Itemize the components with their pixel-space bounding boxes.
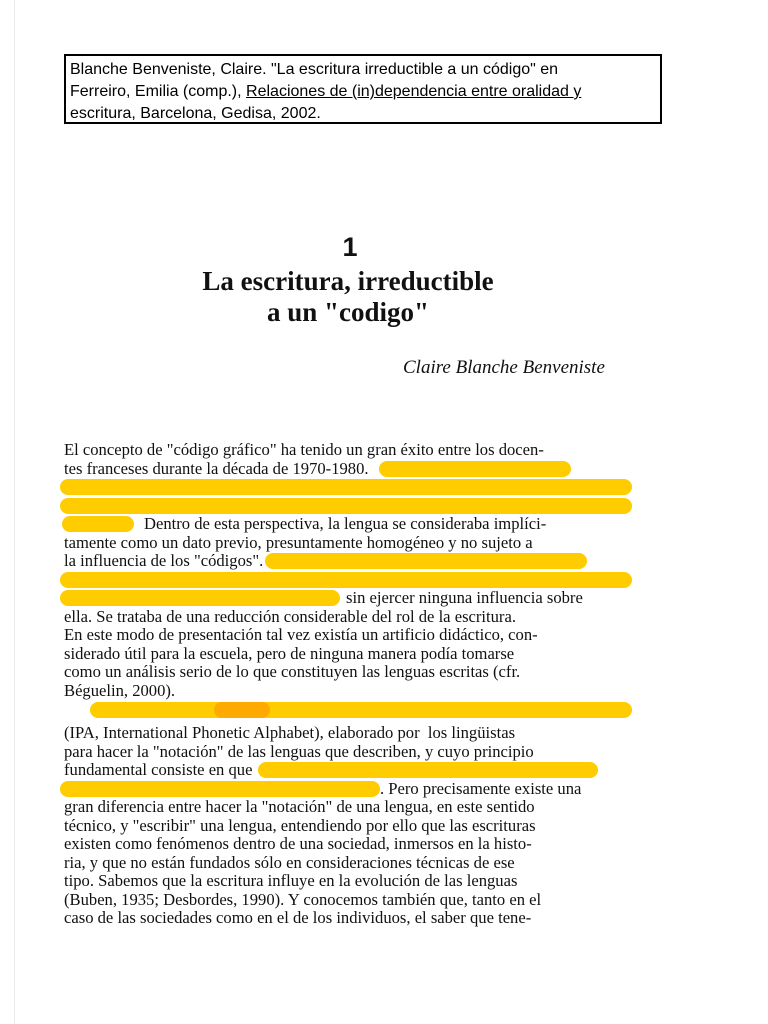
page-edge bbox=[14, 0, 15, 1024]
text-line bbox=[64, 891, 632, 910]
text-line bbox=[64, 441, 632, 460]
chapter-title-line-1: La escritura, irreductible bbox=[202, 266, 494, 296]
text-line bbox=[64, 798, 632, 817]
citation-book-title: Relaciones de (in)dependencia entre oralidad y bbox=[246, 83, 582, 100]
text-line bbox=[64, 460, 632, 479]
text-line-content: ella. Se trataba de una reducción considerable del rol de la escritura. bbox=[64, 606, 516, 626]
highlight-mark bbox=[60, 479, 632, 495]
chapter-number: 1 bbox=[342, 232, 358, 262]
text-line bbox=[64, 909, 632, 928]
citation-box bbox=[64, 54, 662, 124]
text-line bbox=[64, 534, 632, 553]
highlight-mark bbox=[90, 702, 632, 718]
highlight-mark bbox=[60, 572, 632, 588]
text-line bbox=[64, 663, 632, 682]
text-line-content: tes franceses durante la década de 1970-1980. bbox=[64, 458, 369, 478]
text-line-content: ria, y que no están fundados sólo en consideraciones técnicas de ese bbox=[64, 852, 515, 872]
text-line bbox=[64, 552, 632, 571]
highlighted-line bbox=[64, 571, 632, 590]
text-line-content: (Buben, 1935; Desbordes, 1990). Y conocemos también que, tanto en el bbox=[64, 889, 542, 909]
text-line bbox=[64, 682, 632, 701]
chapter-title bbox=[100, 266, 596, 328]
highlight-mark bbox=[60, 781, 380, 797]
text-line bbox=[64, 817, 632, 836]
chapter-author: Claire Blanche Benveniste bbox=[403, 357, 605, 378]
citation-line-2 bbox=[70, 81, 660, 103]
text-line bbox=[64, 835, 632, 854]
highlight-mark bbox=[60, 590, 340, 606]
highlight-mark bbox=[60, 498, 632, 514]
highlight-mark bbox=[62, 516, 134, 532]
text-line-content: tamente como un dato previo, presuntamente homogéneo y no sujeto a bbox=[64, 532, 533, 552]
text-line-content: siderado útil para la escuela, pero de ninguna manera podía tomarse bbox=[64, 643, 515, 663]
highlight-mark bbox=[258, 762, 598, 778]
text-line bbox=[64, 645, 632, 664]
text-line bbox=[64, 608, 632, 627]
text-line-content: fundamental consiste en que bbox=[64, 760, 253, 779]
citation-line-3: escritura, Barcelona, Gedisa, 2002. bbox=[70, 105, 321, 122]
text-line bbox=[64, 515, 632, 534]
text-line-content: Béguelin, 2000). bbox=[64, 680, 176, 700]
text-line-content: . Pero precisamente existe una bbox=[380, 778, 582, 798]
body-text bbox=[64, 441, 632, 928]
text-line-content: para hacer la "notación" de las lenguas que describen, y cuyo principio bbox=[64, 741, 534, 761]
highlighted-line bbox=[64, 700, 632, 720]
text-line-content: sin ejercer ninguna influencia sobre bbox=[346, 588, 583, 607]
text-line-content: tipo. Sabemos que la escritura influye en la evolución de las lenguas bbox=[64, 871, 518, 890]
citation-line-2-text: Ferreiro, Emilia (comp.), bbox=[70, 83, 247, 100]
chapter-title-line-2: a un "codigo" bbox=[266, 297, 429, 327]
text-line bbox=[64, 626, 632, 645]
text-line-content: la influencia de los "códigos". bbox=[64, 551, 264, 570]
text-line-content: caso de las sociedades como en el de los individuos, el saber que tene- bbox=[64, 908, 532, 927]
text-line-content: como un análisis serio de lo que constituyen las lenguas escritas (cfr. bbox=[64, 662, 521, 681]
citation-line-1: Blanche Benveniste, Claire. "La escritura irreductible a un código" en bbox=[70, 61, 559, 78]
highlight-mark bbox=[265, 553, 587, 569]
text-line bbox=[64, 743, 632, 762]
text-line bbox=[64, 854, 632, 873]
text-line bbox=[64, 589, 632, 608]
highlighted-line bbox=[64, 497, 632, 516]
text-line-content: Dentro de esta perspectiva, la lengua se consideraba implíci- bbox=[144, 514, 547, 533]
highlight-mark bbox=[379, 461, 571, 477]
highlight-mark bbox=[214, 702, 270, 718]
text-line-content: (IPA, International Phonetic Alphabet), elaborado por los lingüistas bbox=[64, 723, 516, 742]
text-line-content: gran diferencia entre hacer la "notación" de una lengua, en este sentido bbox=[64, 797, 535, 816]
highlighted-line bbox=[64, 478, 632, 497]
text-line-content: existen como fenómenos dentro de una sociedad, inmersos en la histo- bbox=[64, 834, 532, 853]
text-line bbox=[64, 872, 632, 891]
text-line-content: En este modo de presentación tal vez existía un artificio didáctico, con- bbox=[64, 625, 538, 644]
text-line bbox=[64, 780, 632, 799]
text-line bbox=[64, 761, 632, 780]
text-line-content: El concepto de "código gráfico" ha tenido un gran éxito entre los docen- bbox=[64, 440, 544, 459]
text-line-content: técnico, y "escribir" una lengua, entendiendo por ello que las escrituras bbox=[64, 815, 536, 835]
text-line bbox=[64, 724, 632, 743]
